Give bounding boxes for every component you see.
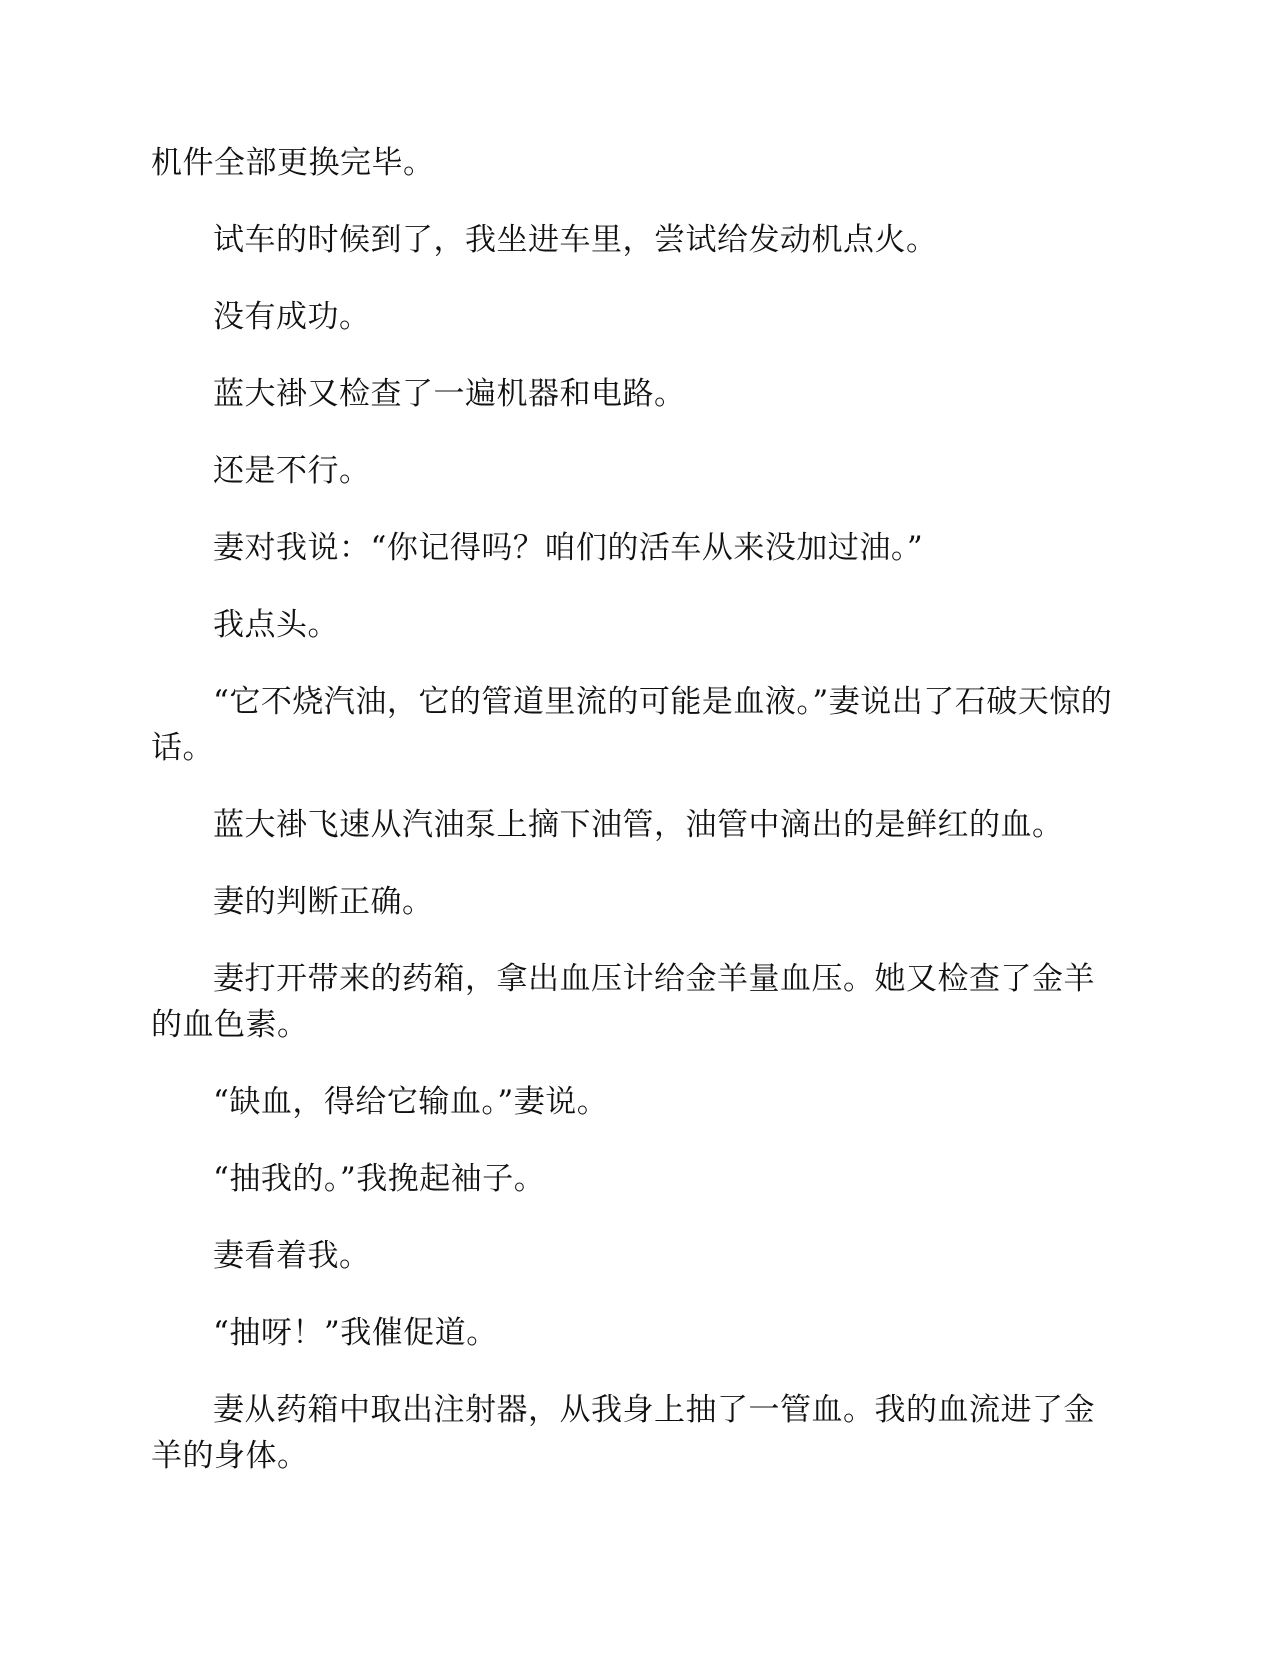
paragraph: 妻看着我。 [213, 1238, 371, 1274]
paragraph: “抽呀！”我催促道。 [213, 1315, 498, 1351]
story-text [151, 140, 1119, 1510]
paragraph: 妻打开带来的药箱，拿出血压计给金羊量血压。她又检查了金羊的血色素。 [151, 961, 1095, 1043]
paragraph: “抽我的。”我挽起袖子。 [213, 1161, 546, 1197]
paragraph: 妻从药箱中取出注射器，从我身上抽了一管血。我的血流进了金羊的身体。 [151, 1392, 1095, 1474]
paragraph: “它不烧汽油，它的管道里流的可能是血液。”妻说出了石破天惊的话。 [151, 684, 1113, 766]
paragraph: 没有成功。 [213, 299, 371, 335]
paragraph: 我点头。 [213, 607, 339, 643]
paragraph: 蓝大褂又检查了一遍机器和电路。 [213, 376, 686, 412]
paragraph: 妻对我说：“你记得吗？咱们的活车从来没加过油。” [213, 530, 924, 566]
paragraph: 试车的时候到了，我坐进车里，尝试给发动机点火。 [213, 222, 938, 258]
paragraph: “缺血，得给它输血。”妻说。 [213, 1084, 609, 1120]
paragraph: 妻的判断正确。 [213, 884, 434, 920]
paragraph: 蓝大褂飞速从汽油泵上摘下油管，油管中滴出的是鲜红的血。 [213, 807, 1064, 843]
paragraph: 还是不行。 [213, 453, 371, 489]
paragraph-continuation: 机件全部更换完毕。 [151, 145, 435, 181]
